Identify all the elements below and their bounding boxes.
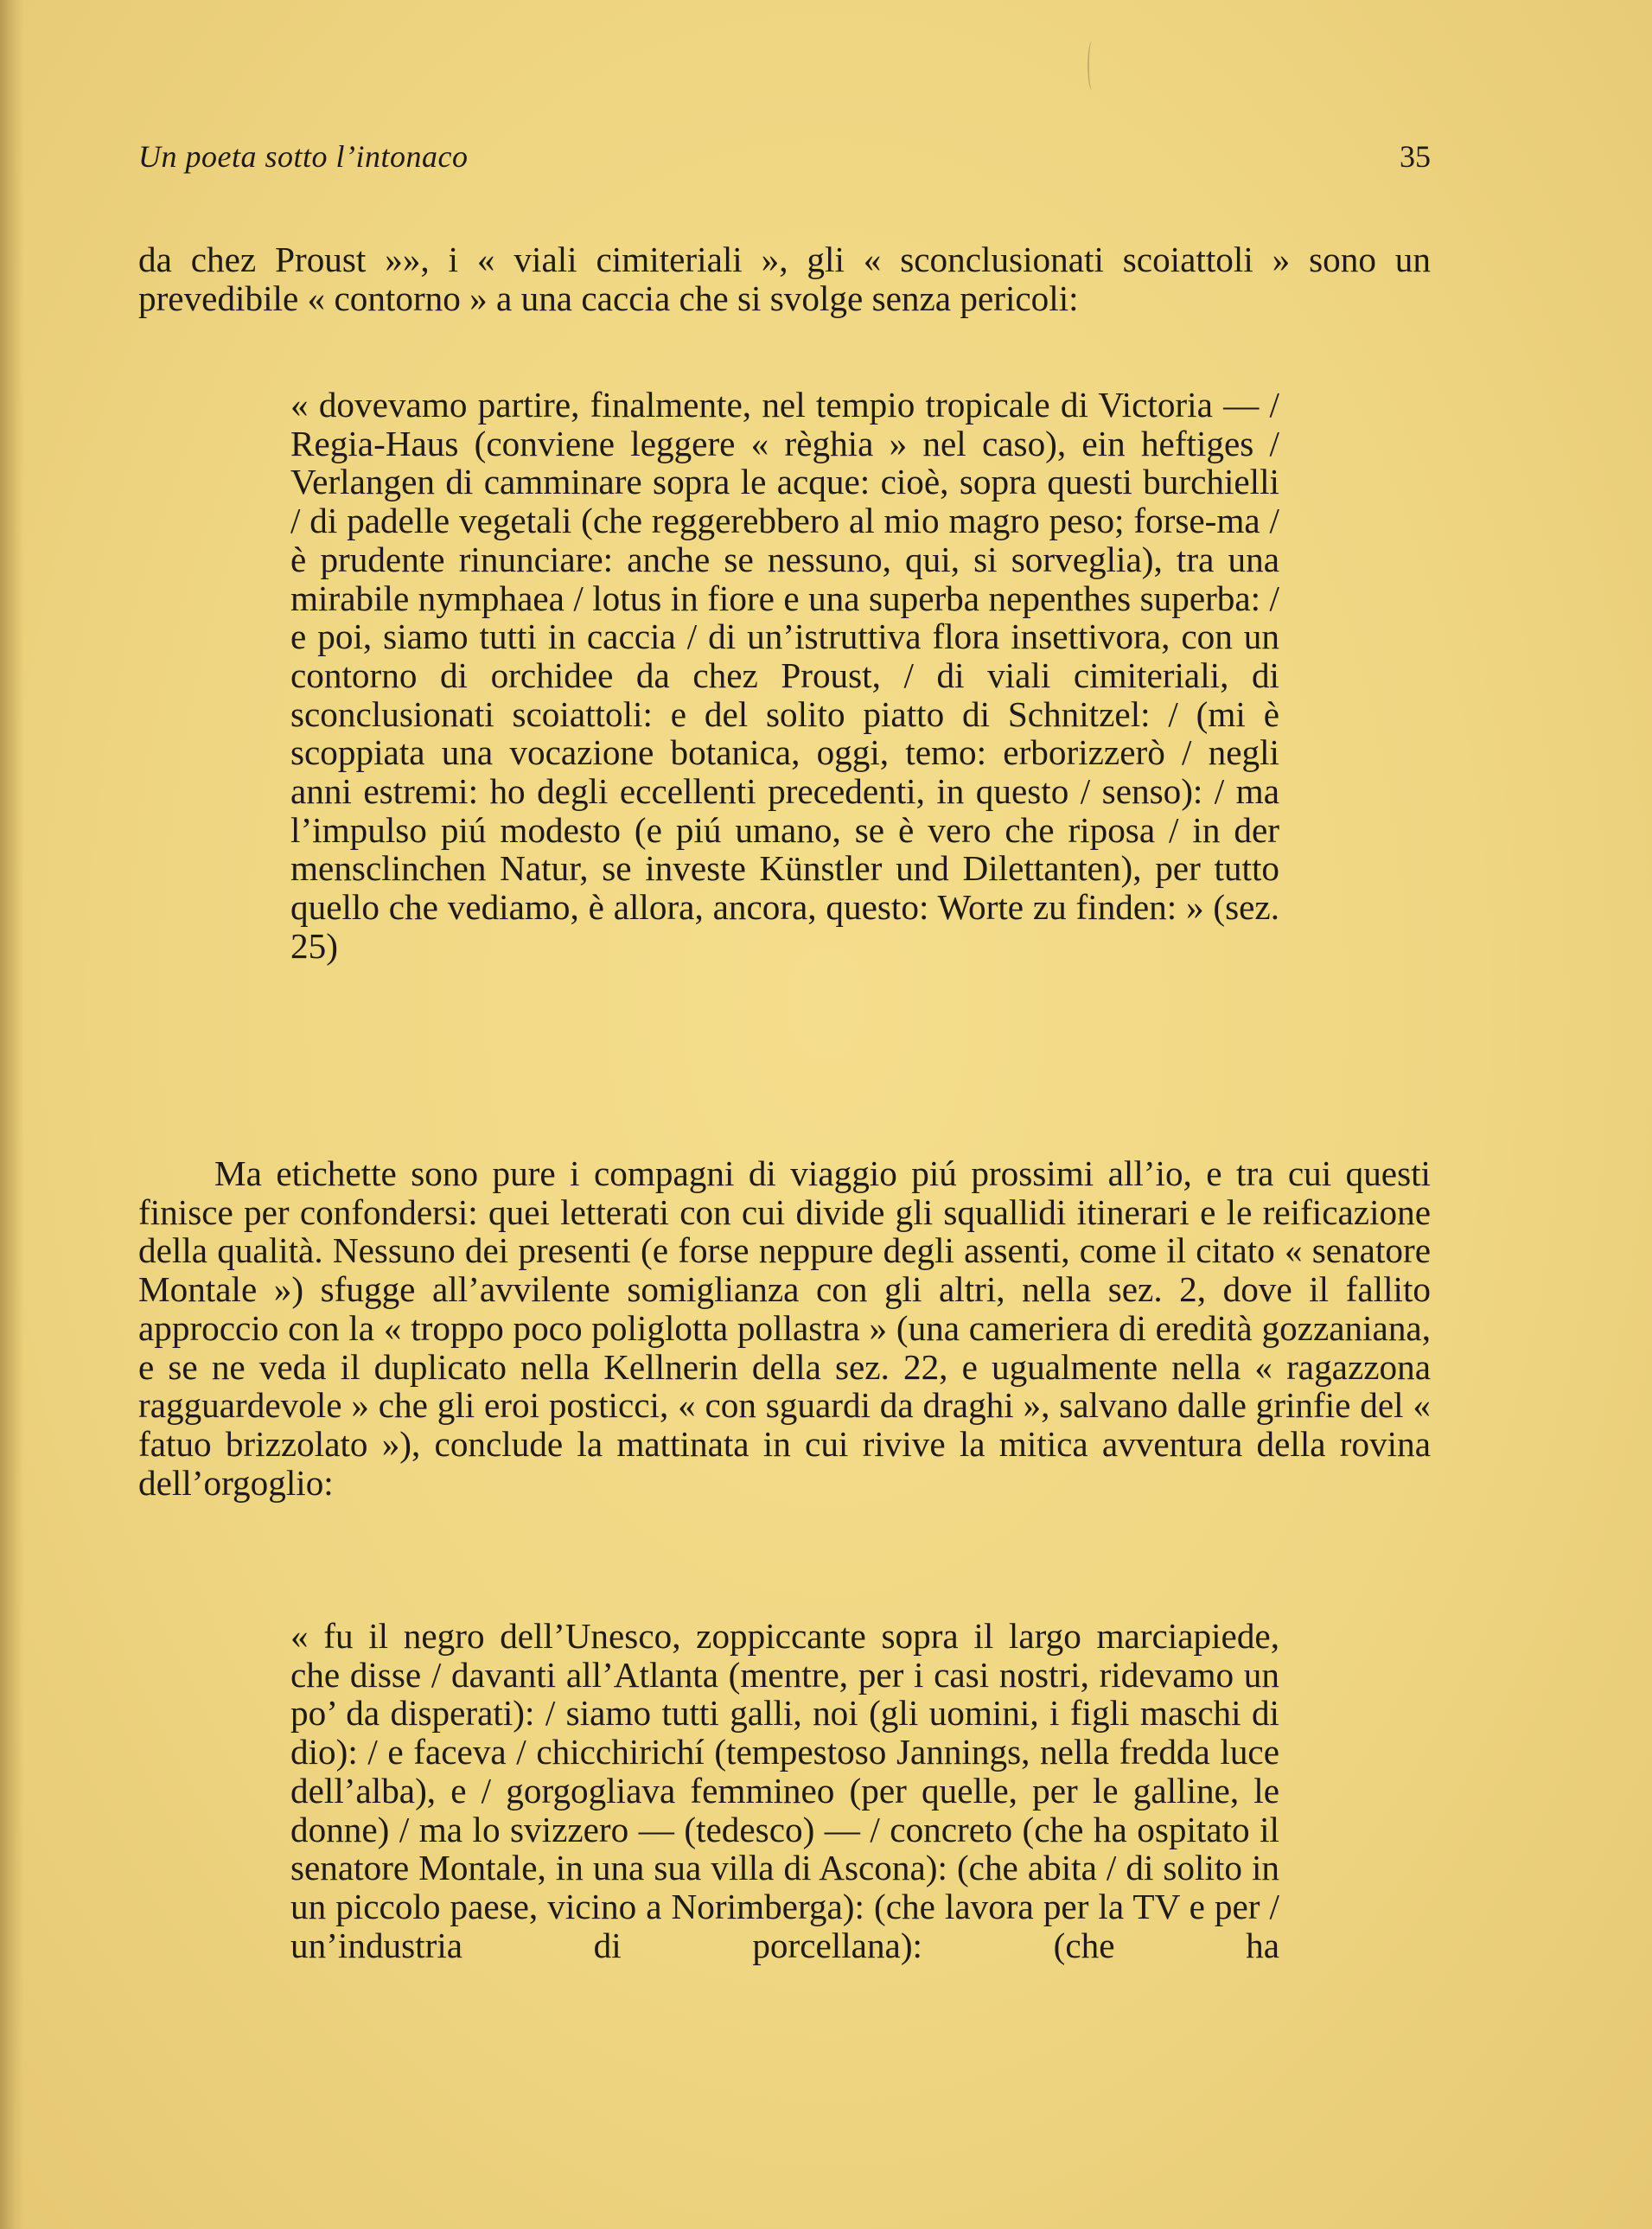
block-quote-1: « dovevamo partire, finalmente, nel tempio tropicale di Victoria — / Regia-Haus (conviene leggere « règhia » nel caso), ein heftiges / Verlangen di camminare sopra le acque: cioè, sopra questi burchielli / di padelle vegetali (che reggerebbero al mio magro peso; forse-ma / è prudente rinunciare: anche se nessuno, qui, si sorveglia), tra una mirabile nymphaea / lotus in fiore e una superba nepenthes superba: / e poi, siamo tutti in caccia / di un’istruttiva flora insettivora, con un contorno di orchidee da chez Proust, / di viali cimiteriali, di sconclusionati scoiattoli: e del solito piatto di Schnitzel: / (mi è scoppiata una vocazione botanica, oggi, temo: erborizzerò / negli anni estremi: ho degli eccellenti precedenti, in questo / senso): / ma l’impulso piú modesto (e piú umano, se è vero che riposa / in der mensclinchen Natur, se investe Künstler und Dilettanten), per tutto quello che vediamo, è allora, ancora, questo: Worte zu finden: » (sez. 25) <box>290 385 1279 966</box>
block-quote-2: « fu il negro dell’Unesco, zoppiccante sopra il largo marciapiede, che disse / davanti all’Atlanta (mentre, per i casi nostri, ridevamo un po’ da disperati): / siamo tutti galli, noi (gli uomini, i figli maschi di dio): / e faceva / chicchirichí (tempestoso Jannings, nella fredda luce dell’alba), e / gorgogliava femmineo (per quelle, per le galline, le donne) / ma lo svizzero — (tedesco) — / concreto (che ha ospitato il senatore Montale, in una sua villa di Ascona): (che abita / di solito in un piccolo paese, vicino a Norimberga): (che lavora per la TV e per / un’industria di porcellana): (che ha <box>290 1616 1279 1965</box>
page-edge-shadow <box>0 0 24 2229</box>
page-blemish <box>1088 42 1096 90</box>
running-title: Un poeta sotto l’intonaco <box>138 139 469 174</box>
page-number: 35 <box>1400 139 1431 174</box>
page-header <box>138 138 1431 182</box>
paragraph-2: Ma etichette sono pure i compagni di viaggio piú prossimi all’io, e tra cui questi finisce per confondersi: quei letterati con cui divide gli squallidi itinerari e le reificazione della qualità. Nessuno dei presenti (e forse neppure degli assenti, come il citato « senatore Montale ») sfugge all’avvilente somiglianza con gli altri, nella sez. 2, dove il fallito approccio con la « troppo poco poliglotta pollastra » (una cameriera di eredità gozzaniana, e se ne veda il duplicato nella Kellnerin della sez. 22, e ugualmente nella « ragazzona ragguardevole » che gli eroi posticci, « con sguardi da draghi », salvano dalle grinfie del « fatuo brizzolato »), conclude la mattinata in cui rivive la mitica avventura della rovina dell’orgoglio: <box>138 1153 1431 1503</box>
paragraph-1: da chez Proust »», i « viali cimiteriali », gli « sconclusionati scoiattoli » sono un prevedibile « contorno » a una caccia che si svolge senza pericoli: <box>138 240 1431 318</box>
